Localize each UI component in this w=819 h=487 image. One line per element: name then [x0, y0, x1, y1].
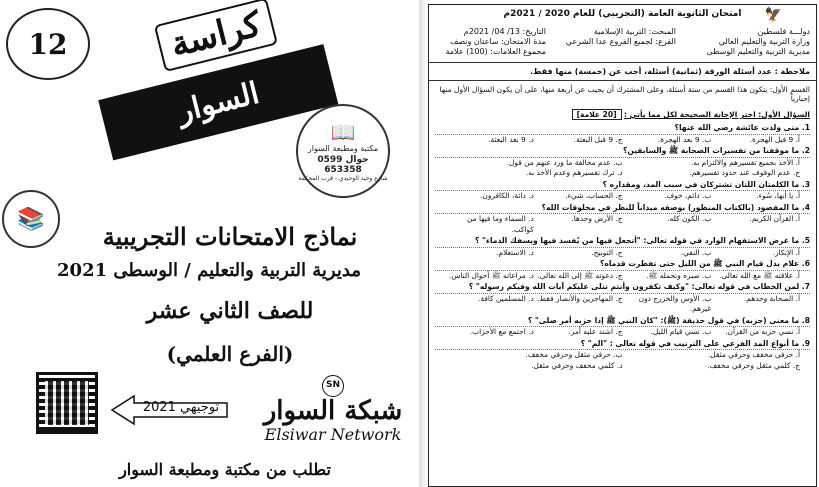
question-list	[429, 122, 816, 371]
question-item	[429, 145, 816, 179]
state-line: وزارة التربية والتعليم العالي	[718, 37, 810, 46]
subject-line: الفرع: لجميع الفروع عدا الشرعي	[565, 37, 676, 46]
cover-line-exams: نماذج الامتحانات التجريبية	[102, 222, 358, 251]
answer-option: ب. عدم مخالفة ما ورد عنهم من قول.	[506, 157, 623, 167]
answer-option: ج. الحساب، شيء.	[565, 191, 623, 200]
question-stem: 1. متى ولدت عائشة رضي الله عنها؟	[435, 123, 810, 135]
meta-line: مدة الامتحان: ساعتان ونصف	[450, 37, 546, 46]
answer-options	[435, 214, 810, 235]
brand-block	[250, 372, 416, 444]
answer-option: ب. الكون كله.	[667, 214, 712, 223]
cover-title-top: كراسة	[154, 0, 277, 72]
page-spine	[419, 0, 427, 487]
question-one-title: السؤال الأول: اختر الإجابة الصحيحة لكل مما يأتي :	[623, 110, 810, 119]
cover-footer: تطلب من مكتبة ومطبعة السوار	[119, 460, 331, 479]
cover-line-grade: للصف الثاني عشر	[146, 298, 314, 324]
question-one-marks: [20 علامة]	[572, 109, 622, 120]
answer-option: ب. دائم، خوف.	[664, 191, 712, 200]
answer-option: د. الاستعلام.	[496, 247, 534, 257]
answer-option: ب. الأوس والخزرج دون غيرهم.	[638, 293, 712, 313]
answer-option: أ. الأخذ بجميع تفسيرهم والالتزام به.	[690, 157, 800, 167]
meta-line: مجموع العلامات: (100) علامة	[445, 47, 546, 56]
answer-option: د. ترك تفسيرهم وعدم الأخذ به.	[525, 168, 623, 177]
answer-options	[435, 350, 810, 371]
answer-option: ج. اشتد عليه أمر.	[568, 327, 623, 336]
qr-code	[36, 372, 98, 434]
question-item	[429, 258, 816, 281]
question-stem: 7. لمن الخطاب في قوله تعالى: "وكيف تكفرون وأنتم تتلى عليكم آيات الله وفيكم رسوله" ؟	[435, 282, 810, 294]
answer-option: أ. 9 قبل الهجرة.	[749, 134, 800, 144]
booklet-number: 12	[6, 8, 90, 80]
answer-option: أ. علاقته ﷺ مع الله تعالى.	[719, 270, 800, 280]
bookstore-stamp	[296, 104, 390, 198]
answer-option: أ. الصحابة وحدهم.	[743, 293, 800, 303]
cover-line-branch: (الفرع العلمي)	[166, 342, 294, 366]
exam-subject-block	[546, 27, 676, 47]
question-stem: 8. ما معنى (حزبه) في قول حذيفة (ﷺ): "كان النبي ﷺ إذا حزبه أمر صلى" ؟	[435, 316, 810, 328]
answer-option: ج. المهاجرين والأنصار فقط.	[537, 293, 623, 303]
answer-option: د. كلمي مخفف وحرفي مثقل.	[531, 360, 623, 370]
answer-option: د. اجتمع مع الأحزاب.	[469, 327, 534, 336]
question-item	[429, 281, 816, 315]
question-one-header	[429, 105, 816, 122]
answer-options	[435, 158, 810, 179]
answer-option: د. المسلمين كافة.	[478, 293, 534, 303]
answer-option: د. دائة، الكافرون.	[480, 191, 534, 200]
exam-page	[428, 4, 817, 487]
answer-option: ج. دعوته ﷺ إلى الله تعالى.	[537, 270, 623, 280]
question-item	[429, 202, 816, 236]
answer-option: ب. صبره وتحمله ﷺ.	[646, 270, 712, 280]
answer-option: أ. القرآن الكريم.	[749, 214, 800, 223]
answer-option: ب. حرفي مثقل وحرفي مخفف.	[525, 350, 623, 359]
part-one-text: القسم الأول: يتكون هذا القسم من ستة أسئلة، وعلى المشترك أن يجيب عن أربعة منها، على أن يكون السؤال الأول منها إجبارياً	[439, 85, 810, 103]
answer-options	[435, 327, 810, 338]
question-stem: 5. ما غرض الاستفهام الوارد في قوله تعالى: "أتجعل فيها من يُفسد فيها ويسفك الدماء" ؟	[435, 236, 810, 248]
question-item	[429, 235, 816, 258]
answer-options	[435, 271, 810, 282]
book-seal-icon: 📚	[2, 190, 60, 248]
exam-meta-block	[431, 27, 546, 57]
question-item	[429, 338, 816, 372]
question-stem: 3. ما الكلمتان اللتان تشتركان في سبب المد، ومقداره ؟	[435, 180, 810, 192]
question-stem: 2. ما موقفنا من تفسيرات الصحابة ﷺ والسابقين؟	[435, 146, 810, 158]
question-stem: 4. ما المقصود (بالكتاب المنظور) بوصفه ميداناً للنظر في مخلوقات الله؟	[435, 203, 810, 215]
arrow-label	[110, 394, 230, 426]
answer-option: ج. التوبيخ.	[591, 247, 623, 257]
question-item	[429, 122, 816, 145]
exam-title: امتحان الثانوية العامة (التجريبي) للعام 2020 / 2021م	[503, 9, 742, 19]
question-item	[429, 315, 816, 338]
subject-line: المبحث: التربية الإسلامية	[593, 27, 676, 36]
answer-option: ب. 9 بعد الهجرة.	[657, 134, 712, 144]
state-line: دولـــة فلسطين	[757, 27, 810, 36]
part-one-intro	[429, 81, 816, 105]
exam-header	[429, 5, 816, 63]
arrow-text: توجيهي 2021	[142, 400, 220, 415]
state-line: مديرية التربية والتعليم الوسطى	[706, 47, 810, 56]
answer-option: أ. يا أيها، سُوء.	[756, 191, 800, 200]
cover-title-bottom: السوار	[98, 44, 338, 160]
answer-options	[435, 191, 810, 202]
answer-option: ب. نسي قيام الليل.	[650, 327, 712, 336]
answer-option: أ. حرفي مخفف وحرفي مثقل.	[707, 350, 800, 359]
stamp-address: شارع وحيد الوحيدي - قرب المحكمة	[298, 175, 388, 182]
answer-option: ج. 9 قبل البعثة.	[573, 134, 623, 144]
answer-option: ب. النفي.	[680, 247, 712, 257]
answer-option: أ. نسي حزبه من القرآن.	[725, 327, 800, 336]
answer-option: أ. الإنكار.	[772, 247, 800, 257]
answer-option: د. مراعاته ﷺ أحوال الناس.	[448, 270, 534, 280]
brand-mark: SN	[322, 375, 344, 397]
answer-option: ج. كلمي مثقل وحرفي مخفف.	[707, 360, 800, 370]
answer-options	[435, 294, 810, 315]
answer-options	[435, 248, 810, 259]
meta-line: التاريخ: 13/ 04/ 2021م	[463, 27, 546, 36]
cover-line-directorate: مديرية التربية والتعليم / الوسطى 2021	[57, 260, 361, 281]
exam-note: ملاحظة : عدد أسئلة الورقة (ثمانية) أسئلة، أجب عن (خمسة) منها فقط.	[429, 63, 816, 81]
answer-option: ج. عدم الوقوف عند حدود تفسيرهم.	[689, 168, 800, 177]
stamp-phone: جوال 0599 653358	[317, 155, 369, 175]
question-item	[429, 179, 816, 202]
question-stem: 6. علام يدل قيام النبي ﷺ من الليل حتى تفطرت قدماه؟	[435, 259, 810, 271]
stamp-name: مكتبة ومطبعة السوار	[307, 144, 379, 153]
book-icon: 📖	[330, 120, 356, 144]
exam-state-block	[700, 27, 810, 57]
brand-arabic: شبكة السوار	[263, 396, 403, 426]
question-stem: 9. ما أنواع المد الفرعي على الترتيب في قوله تعالى : "الم" ؟	[435, 339, 810, 351]
eagle-emblem-icon: 🦅	[764, 7, 782, 23]
answer-option: د. السماء وما فيها من كواكب.	[467, 214, 534, 234]
brand-english: Elsiwar Network	[264, 425, 402, 444]
answer-options	[435, 135, 810, 146]
answer-option: ج. الأرض وحدها.	[571, 214, 623, 223]
answer-option: د. 9 بعد البعثة.	[488, 134, 534, 144]
